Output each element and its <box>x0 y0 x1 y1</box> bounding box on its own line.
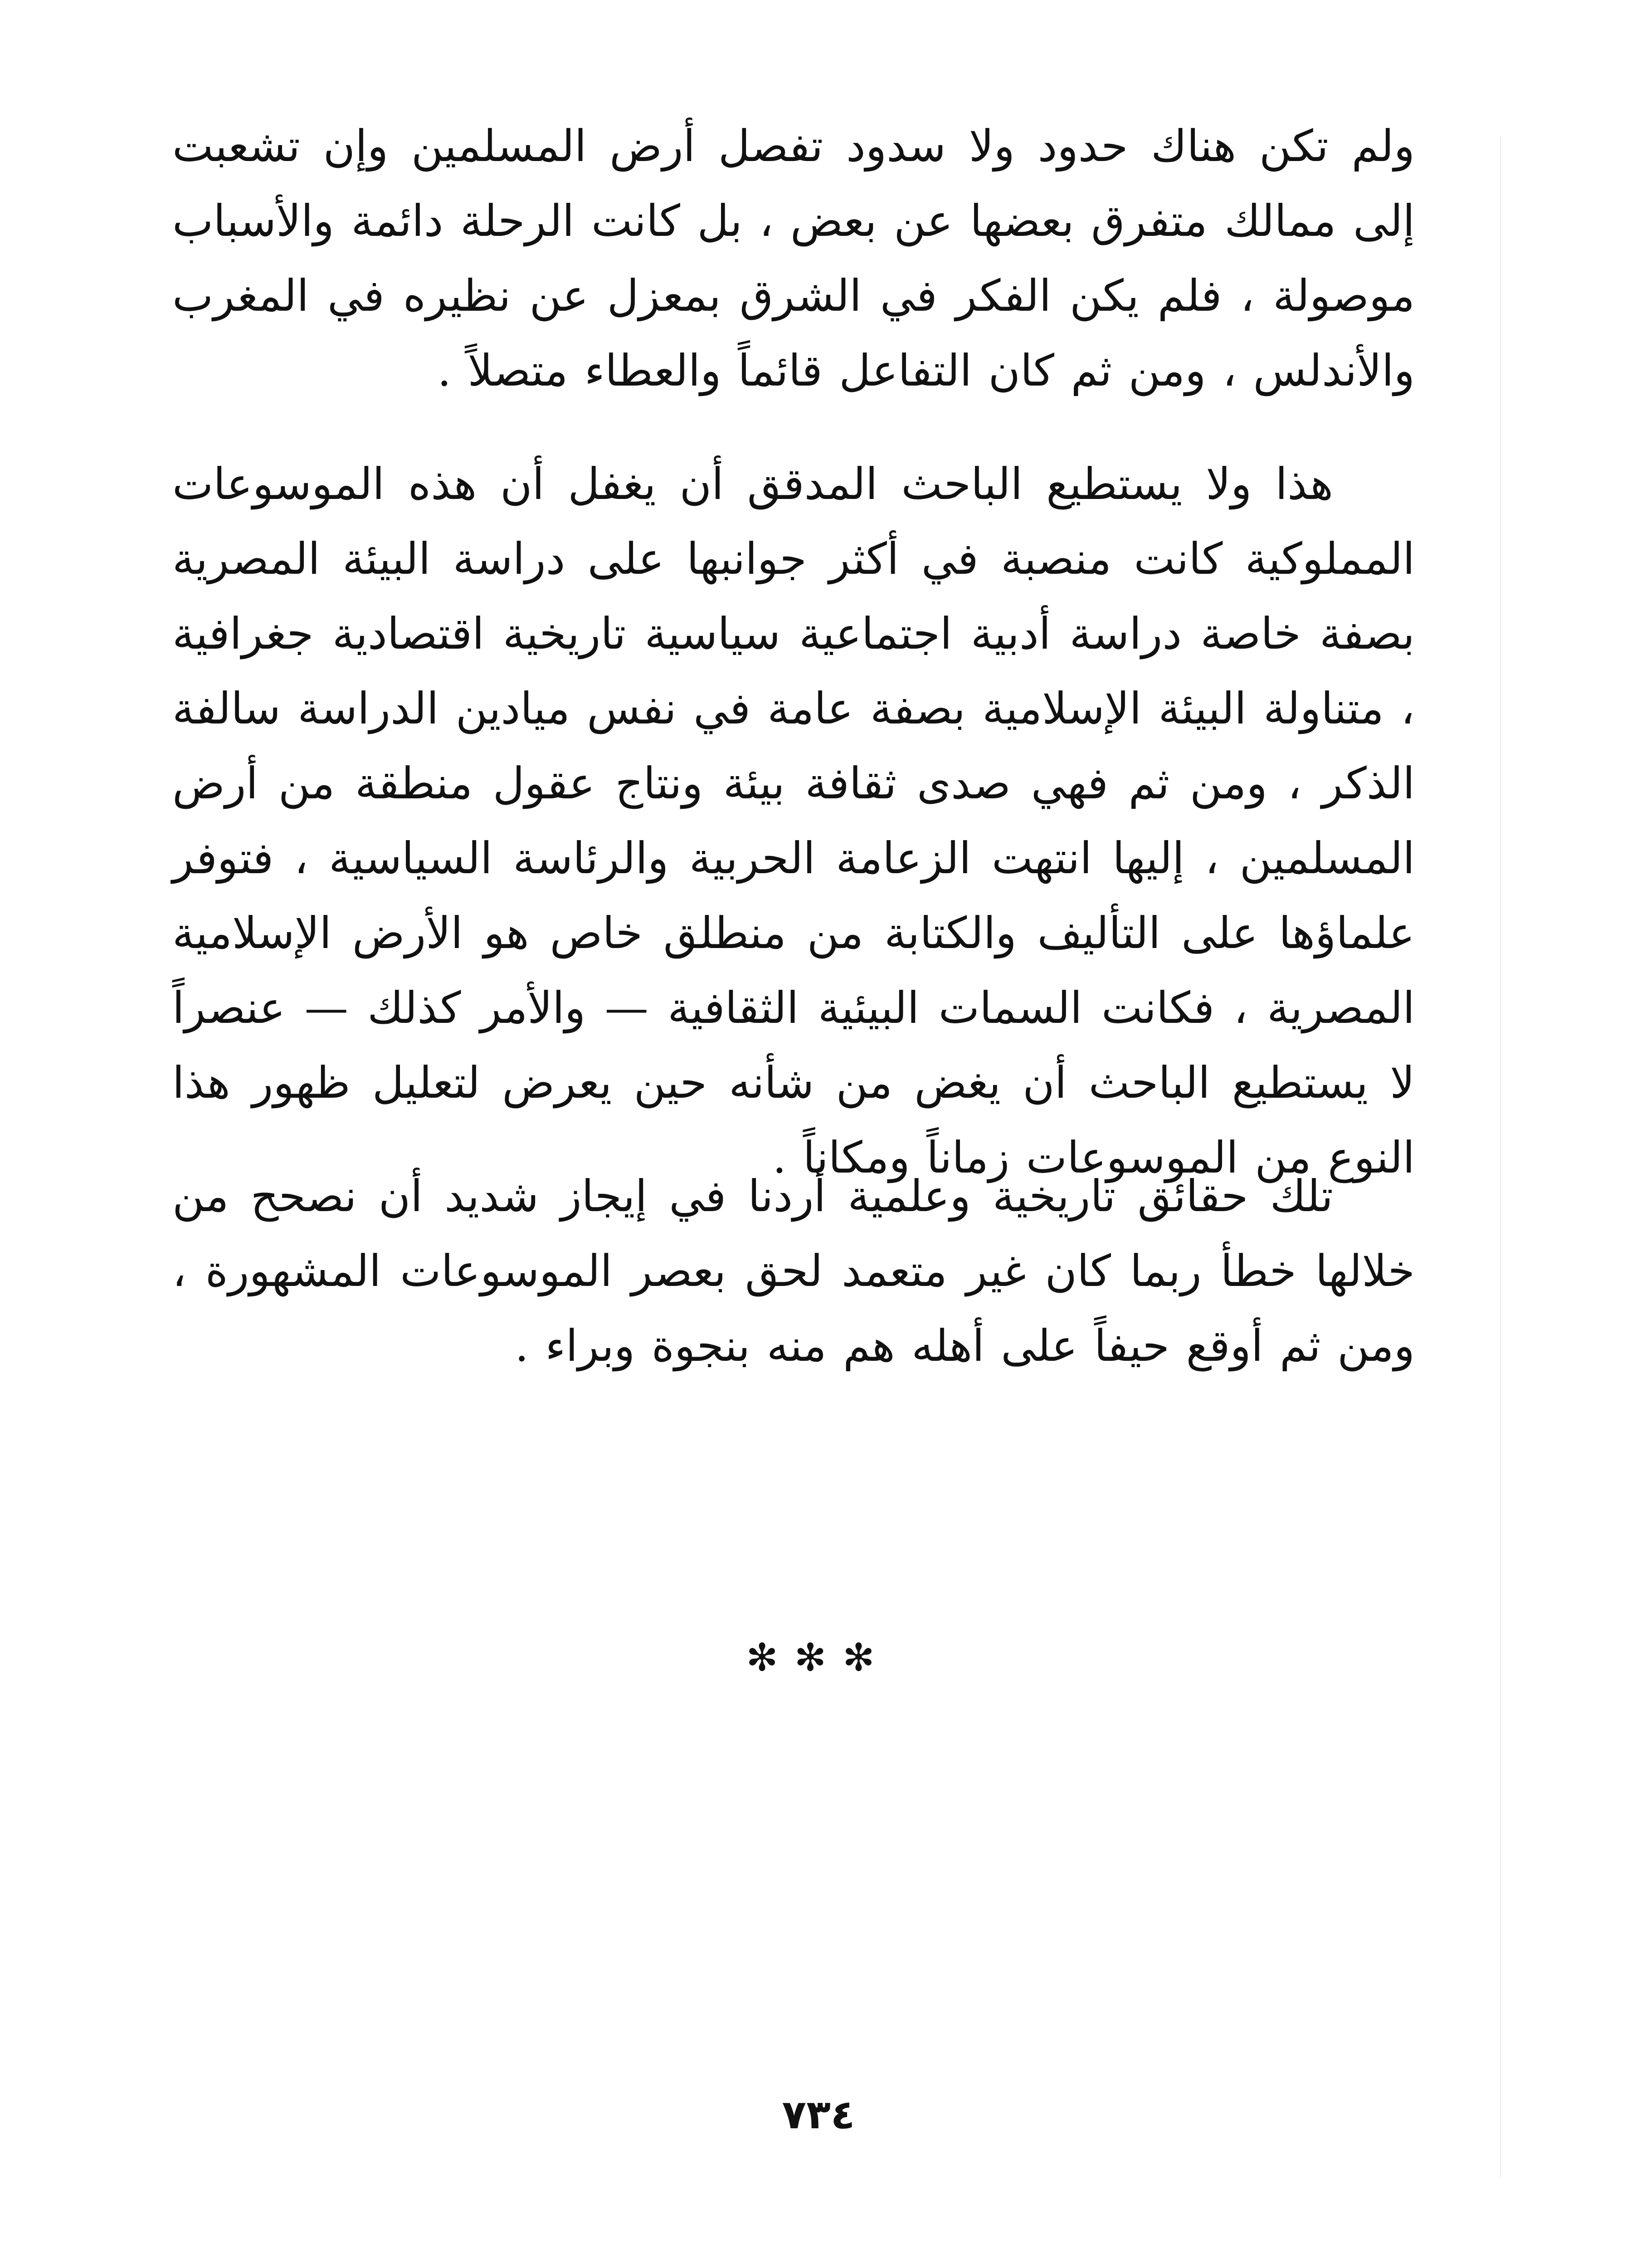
section-separator: ✻✻✻ <box>746 1635 891 1680</box>
paragraph-3 <box>172 1159 1415 1383</box>
paragraph-text: ولم تكن هناك حدود ولا سدود تفصل أرض المسلمين وإن تشعبت إلى ممالك متفرق بعضها عن بعض ، بل كانت الرحلة دائمة والأسباب موصولة ، فلم يكن الفكر في الشرق بمعزل عن نظيره في المغرب والأندلس ، ومن ثم كان التفاعل قائماً والعطاء متصلاً . <box>172 121 1415 396</box>
paragraph-text: هذا ولا يستطيع الباحث المدقق أن يغفل أن هذه الموسوعات المملوكية كانت منصبة في أكثر جوانبها على دراسة البيئة المصرية بصفة خاصة دراسة أدبية اجتماعية سياسية تاريخية اقتصادية جغرافية ، متناولة البيئة الإسلامية بصفة عامة في نفس ميادين الدراسة سالفة الذكر ، ومن ثم فهي صدى ثقافة بيئة ونتاج عقول منطقة من أرض المسلمين ، إليها انتهت الزعامة الحربية والرئاسة السياسية ، فتوفر علماؤها على التأليف والكتابة من منطلق خاص هو الأرض الإسلامية المصرية ، فكانت السمات البيئية الثقافية — والأمر كذلك — عنصراً لا يستطيع الباحث أن يغض من شأنه حين يعرض لتعليل ظهور هذا النوع من الموسوعات زماناً ومكاناً . <box>172 459 1415 1183</box>
paragraph-text: تلك حقائق تاريخية وعلمية أردنا في إيجاز شديد أن نصحح من خلالها خطأ ربما كان غير متعمد لحق بعصر الموسوعات المشهورة ، ومن ثم أوقع حيفاً على أهله هم منه بنجوة وبراء . <box>172 1171 1415 1371</box>
paragraph-1 <box>172 109 1415 408</box>
page-fold-shadow <box>1500 136 1501 2177</box>
paragraph-2 <box>172 447 1415 1195</box>
page-number: ٧٣٤ <box>782 2091 855 2138</box>
